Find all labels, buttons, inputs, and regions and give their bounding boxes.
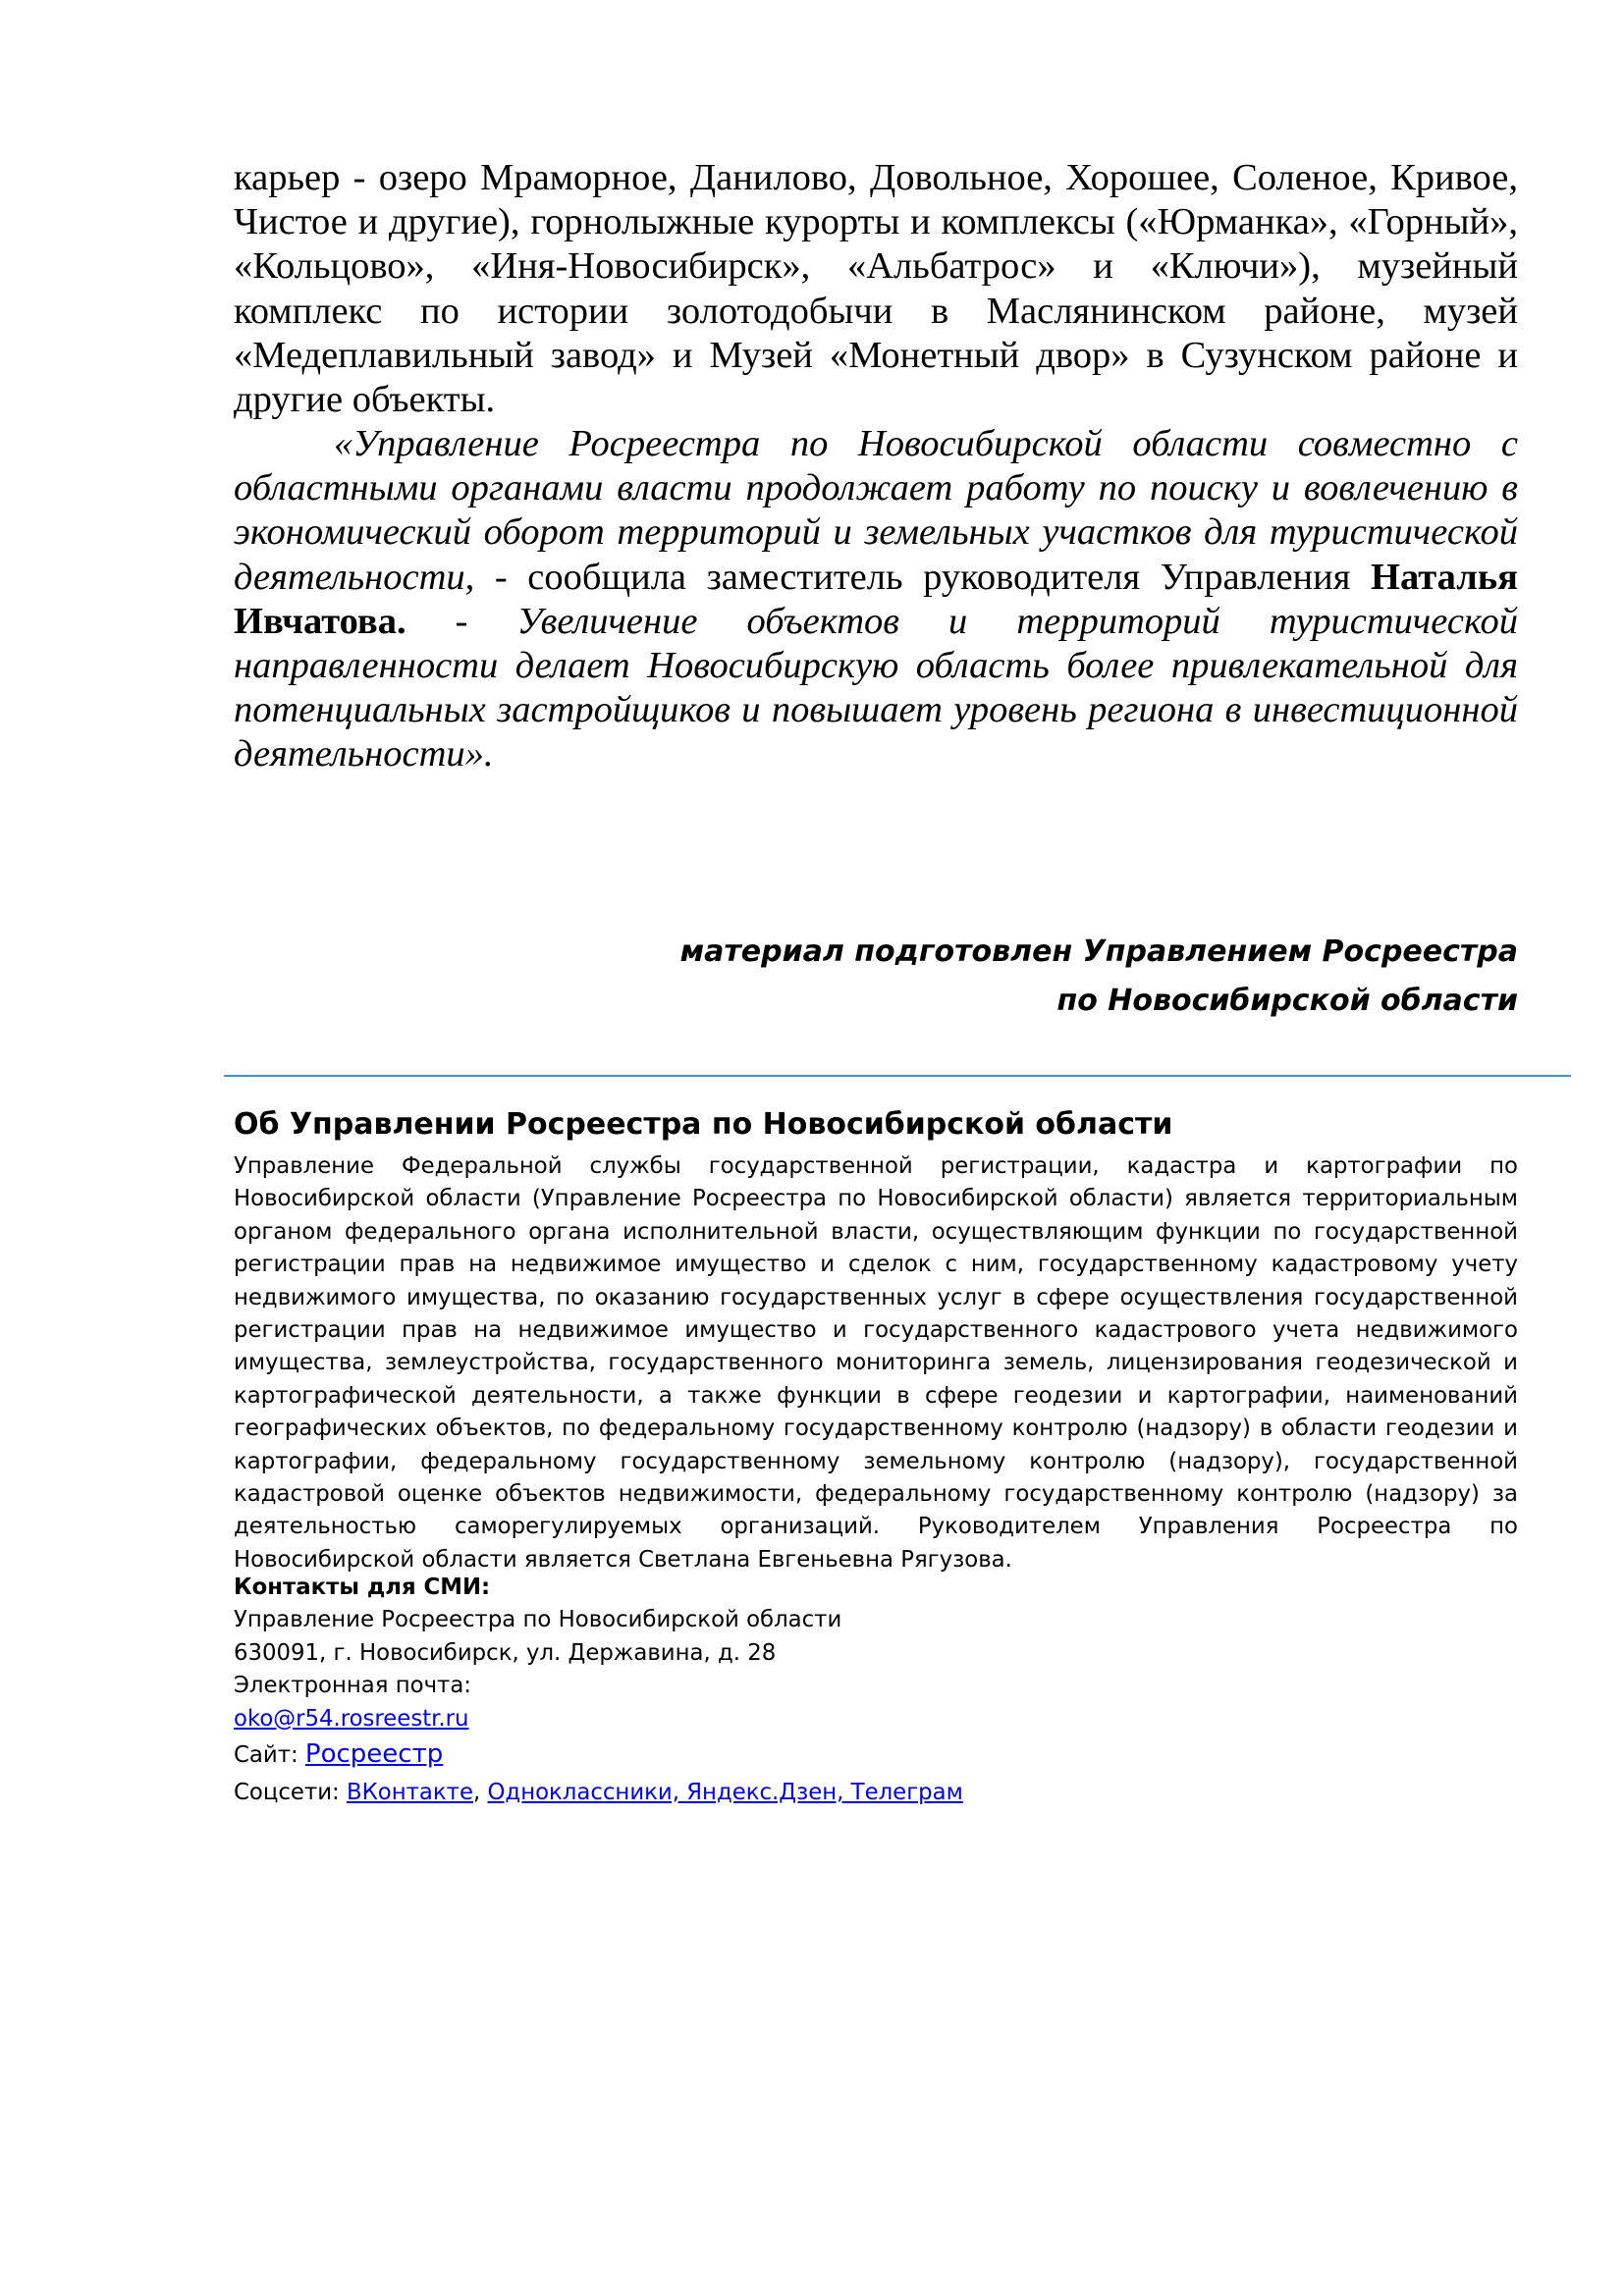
about-body: Управление Федеральной службы государственной регистрации, кадастра и картографии по Новосибирской области (Управление Росреестра по Новосибирской области) является территориальным органом федерального органа исполнительной власти, осуществляющим функции по государственной регистрации прав на недвижимое имущество и сделок с ним, государственному кадастровому учету недвижимого имущества, по оказанию государственных услуг в сфере осуществления государственной регистрации прав на недвижимое имущество и государственного кадастрового учета недвижимого имущества, землеустройства, государственного мониторинга земель, лицензирования геодезической и картографической деятельности, а также функции в сфере геодезии и картографии, наименований географических объектов, по федеральному государственному контролю (надзору) в области геодезии и картографии, федеральному государственному земельному контролю (надзору), государственной кадастровой оценке объектов недвижимости, федеральному государственному контролю (надзору) за деятельностью саморегулируемых организаций. Руководителем Управления Росреестра по Новосибирской области является Светлана Евгеньевна Рягузова. [234, 1153, 1518, 1573]
material-signature [234, 928, 1518, 1026]
contacts-address: 630091, г. Новосибирск, ул. Державина, д. 28 [234, 1639, 777, 1666]
quote-part-1: «Управление Росреестра по Новосибирской области совместно с областными органами власти продолжает работу по поиску и вовлечению в экономический оборот территорий и земельных участков для туристической деятельности, [234, 423, 1518, 598]
article-paragraph-1-text: карьер - озеро Мраморное, Данилово, Довольное, Хорошее, Соленое, Кривое, Чистое и другие), горнолыжные курорты и комплексы («Юрманка», «Горный», «Кольцово», «Иня-Новосибирск», «Альбатрос» и «Ключи»), музейный комплекс по истории золотодобычи в Маслянинском районе, музей «Медеплавильный завод» и Музей «Монетный двор» в Сузунском районе и другие объекты. [234, 157, 1518, 421]
section-divider [224, 1075, 1571, 1077]
quote-part-2: Увеличение объектов и территорий туристической направленности делает Новосибирскую область более привлекательной для потенциальных застройщиков и повышает уровень региона в инвестиционной деятельности». [234, 600, 1518, 775]
contacts-heading: Контакты для СМИ: [234, 1575, 491, 1600]
person-name: Наталья Ивчатова. [234, 556, 1518, 642]
site-link[interactable]: Росреестр [304, 1739, 444, 1770]
contacts-email-label: Электронная почта: [234, 1673, 471, 1699]
about-title: Об Управлении Росреестра по Новосибирской области [234, 1107, 1173, 1142]
signature-line-2: по Новосибирской области [1056, 984, 1518, 1018]
attribution-dash: - [406, 600, 517, 642]
social-label: Соцсети: [234, 1780, 347, 1806]
signature-line-1: материал подготовлен Управлением Росреестра [679, 934, 1518, 969]
social-links[interactable]: Одноклассники, Яндекс.Дзен, Телеграм [487, 1780, 963, 1806]
contacts-org: Управление Росреестра по Новосибирской области [234, 1607, 842, 1633]
contacts-block [234, 1572, 1518, 1811]
article-paragraph-1 [234, 156, 1518, 422]
email-link[interactable]: oko@r54.rosreestr.ru [234, 1705, 469, 1732]
social-row [234, 1774, 1518, 1811]
vkontakte-link[interactable]: ВКонтакте [346, 1780, 473, 1806]
article-paragraph-2 [234, 422, 1518, 777]
social-separator: , [472, 1780, 488, 1806]
site-row [234, 1735, 1518, 1774]
site-label: Сайт: [234, 1742, 305, 1769]
attribution-prefix: - сообщила заместитель руководителя Управления [474, 556, 1372, 598]
